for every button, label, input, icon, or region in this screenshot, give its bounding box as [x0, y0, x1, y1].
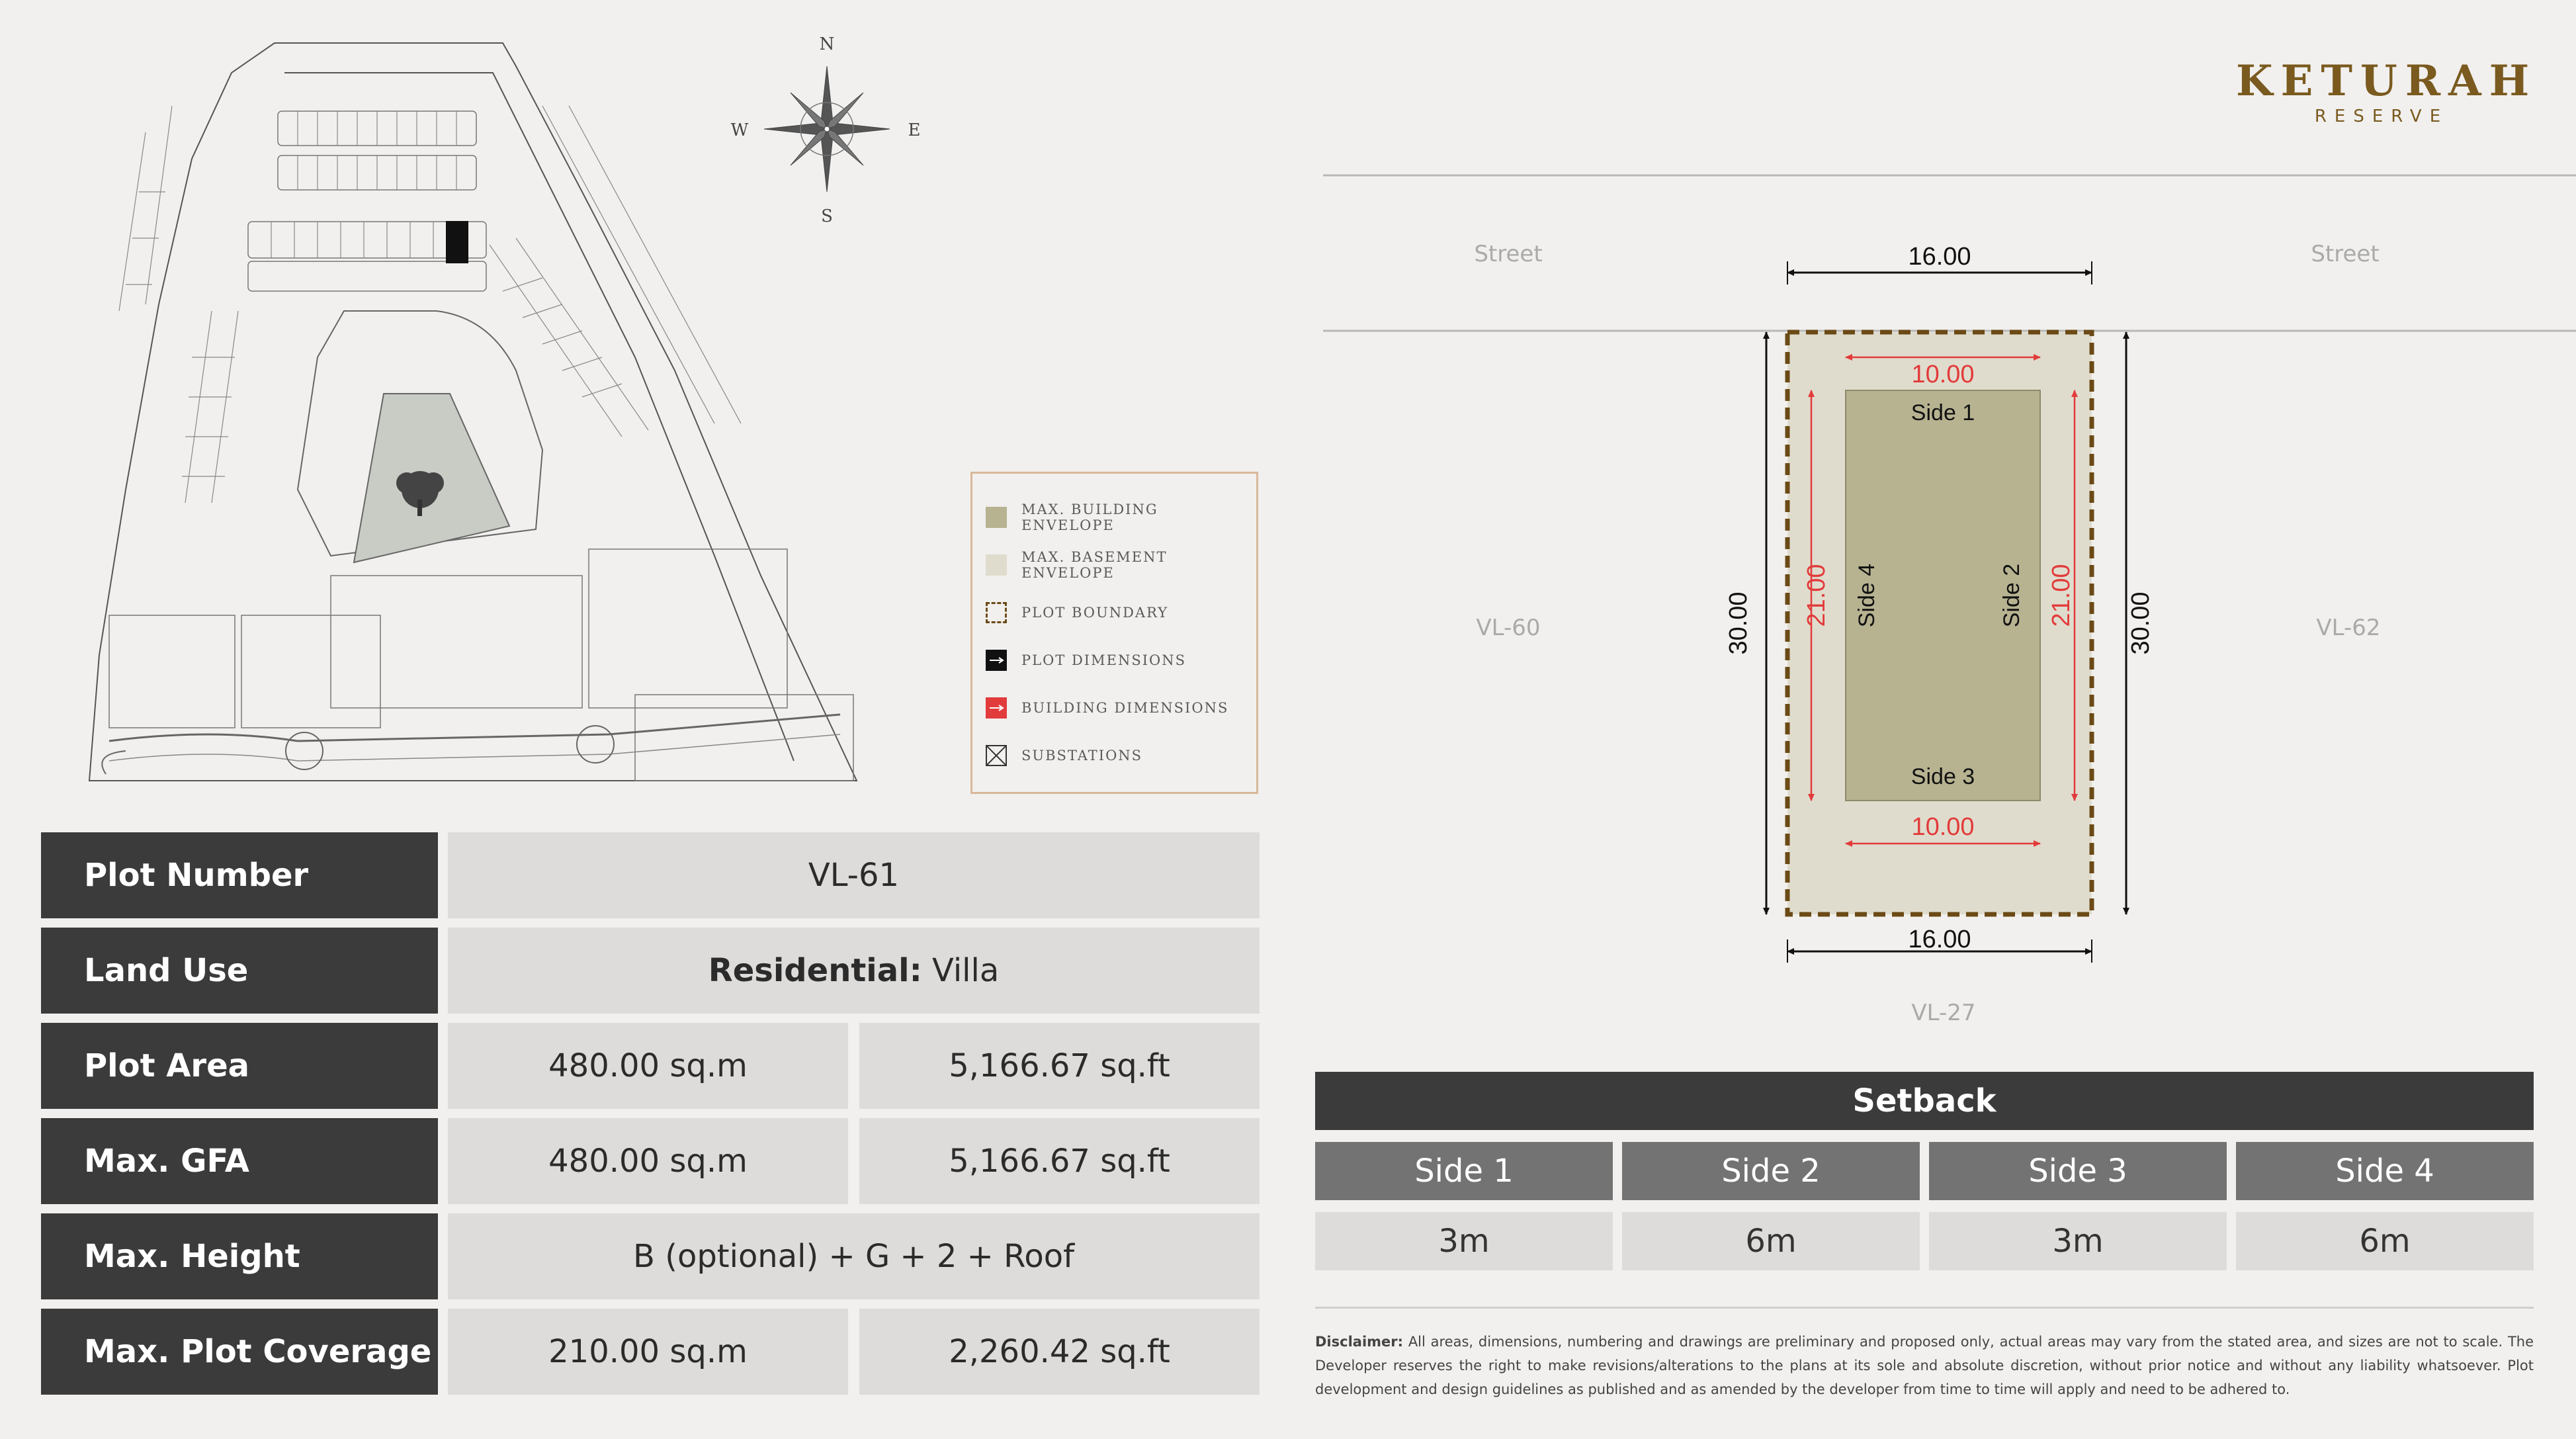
- arrow-icon: [986, 650, 1007, 671]
- legend-label: MAX. BUILDING ENVELOPE: [1021, 501, 1158, 533]
- legend-item-plot-dimensions: [986, 636, 1256, 684]
- legend-swatch-building-envelope: [986, 507, 1007, 528]
- masterplan-lower-blocks: [109, 549, 853, 781]
- plot-dim-right: 30.00: [2127, 591, 2155, 655]
- value-land-use-type: Villa: [922, 952, 1000, 989]
- masterplan-roundabout-left: [286, 732, 323, 769]
- compass-n: N: [819, 34, 835, 54]
- row-max-gfa: [41, 1118, 1260, 1204]
- masterplan-selected-plot: [447, 222, 468, 263]
- street-label-left: Street: [1474, 241, 1543, 267]
- masterplan-inner-boundary: [284, 73, 794, 761]
- label-max-gfa: Max. GFA: [41, 1118, 438, 1204]
- legend-label: MAX. BASEMENT ENVELOPE: [1021, 549, 1168, 581]
- value-max-coverage-sqft: 2,260.42 sq.ft: [859, 1309, 1260, 1395]
- label-max-plot-coverage: Max. Plot Coverage: [41, 1309, 438, 1395]
- masterplan-plots-top: [248, 111, 486, 291]
- masterplan-roundabout-right: [577, 726, 614, 763]
- legend-item-building-envelope: [986, 494, 1256, 541]
- plot-dim-top: 16.00: [1908, 243, 1971, 271]
- setback-side-3-label: Side 3: [1929, 1142, 2227, 1200]
- legend-label: SUBSTATIONS: [1021, 748, 1143, 763]
- compass-w: W: [730, 120, 749, 140]
- legend-label: BUILDING DIMENSIONS: [1021, 700, 1229, 716]
- logo-name: KETURAH: [2236, 56, 2538, 106]
- legend-label: PLOT DIMENSIONS: [1021, 652, 1186, 668]
- legend-swatch-basement-envelope: [986, 554, 1007, 576]
- legend-item-basement-envelope: [986, 541, 1256, 589]
- value-plot-number: VL-61: [448, 832, 1260, 918]
- label-plot-area: Plot Area: [41, 1023, 438, 1109]
- plot-dim-left: 30.00: [1725, 591, 1752, 655]
- street-label-right: Street: [2311, 241, 2380, 267]
- setback-side-1-value: 3m: [1315, 1212, 1613, 1270]
- neighbor-label-bottom: VL-27: [1911, 1000, 1976, 1026]
- legend-item-substations: [986, 732, 1256, 779]
- value-max-gfa-sqm: 480.00 sq.m: [448, 1118, 848, 1204]
- value-land-use: [448, 928, 1260, 1014]
- disclaimer-text: All areas, dimensions, numbering and drawings are preliminary and proposed only, actual areas may vary from the stated area, and sizes are not to scale. The Developer reserves the right to make revisions/alterations to the plans at its sole and absolute discretion, without prior notice and without any liability whatsoever. Plot development and design guidelines as published and as amended by the developer from time to time will apply and need to be adhered to.: [1315, 1334, 2534, 1397]
- legend-item-building-dimensions: [986, 684, 1256, 732]
- building-dim-left: 21.00: [1803, 564, 1830, 627]
- compass-rose-icon: [721, 30, 933, 228]
- setback-side-4-value: 6m: [2236, 1212, 2534, 1270]
- side-label-3: Side 3: [1911, 764, 1975, 789]
- logo-sub: RESERVE: [2314, 107, 2449, 126]
- disclaimer: [1315, 1330, 2534, 1401]
- setback-side-2-label: Side 2: [1622, 1142, 1920, 1200]
- building-dim-top: 10.00: [1911, 361, 1975, 388]
- neighbor-label-left: VL-60: [1476, 615, 1541, 641]
- legend: [970, 472, 1258, 794]
- value-plot-area-sqft: 5,166.67 sq.ft: [859, 1023, 1260, 1109]
- row-max-height: [41, 1213, 1260, 1299]
- disclaimer-divider: [1315, 1307, 2534, 1309]
- row-plot-number: [41, 832, 1260, 918]
- legend-label: PLOT BOUNDARY: [1021, 605, 1169, 621]
- setback-title: Setback: [1315, 1072, 2534, 1130]
- value-max-height: B (optional) + G + 2 + Roof: [448, 1213, 1260, 1299]
- label-plot-number: Plot Number: [41, 832, 438, 918]
- disclaimer-title: Disclaimer:: [1315, 1334, 1404, 1350]
- building-dim-right: 21.00: [2047, 564, 2075, 627]
- compass-e: E: [908, 120, 921, 140]
- setback-side-4-label: Side 4: [2236, 1142, 2534, 1200]
- arrow-icon: [986, 697, 1007, 719]
- row-max-plot-coverage: [41, 1309, 1260, 1395]
- value-plot-area-sqm: 480.00 sq.m: [448, 1023, 848, 1109]
- row-land-use: [41, 928, 1260, 1014]
- setback-side-3-value: 3m: [1929, 1212, 2227, 1270]
- legend-swatch-plot-boundary: [986, 602, 1007, 623]
- plot-dim-bottom: 16.00: [1908, 926, 1971, 953]
- setback-side-1-label: Side 1: [1315, 1142, 1613, 1200]
- setback-side-2-value: 6m: [1622, 1212, 1920, 1270]
- label-max-height: Max. Height: [41, 1213, 438, 1299]
- label-land-use: Land Use: [41, 928, 438, 1014]
- compass-s: S: [821, 206, 833, 226]
- legend-item-plot-boundary: [986, 589, 1256, 636]
- row-plot-area: [41, 1023, 1260, 1109]
- value-max-coverage-sqm: 210.00 sq.m: [448, 1309, 848, 1395]
- brand-logo: [2236, 56, 2538, 128]
- side-label-2: Side 2: [1999, 563, 2024, 628]
- value-max-gfa-sqft: 5,166.67 sq.ft: [859, 1118, 1260, 1204]
- plot-diagram: [1316, 165, 2576, 1045]
- building-dim-bottom: 10.00: [1911, 813, 1975, 841]
- value-land-use-category: Residential:: [708, 952, 922, 989]
- neighbor-label-right: VL-62: [2316, 615, 2381, 641]
- substation-icon: [986, 745, 1007, 766]
- side-label-1: Side 1: [1911, 400, 1975, 425]
- side-label-4: Side 4: [1854, 563, 1879, 628]
